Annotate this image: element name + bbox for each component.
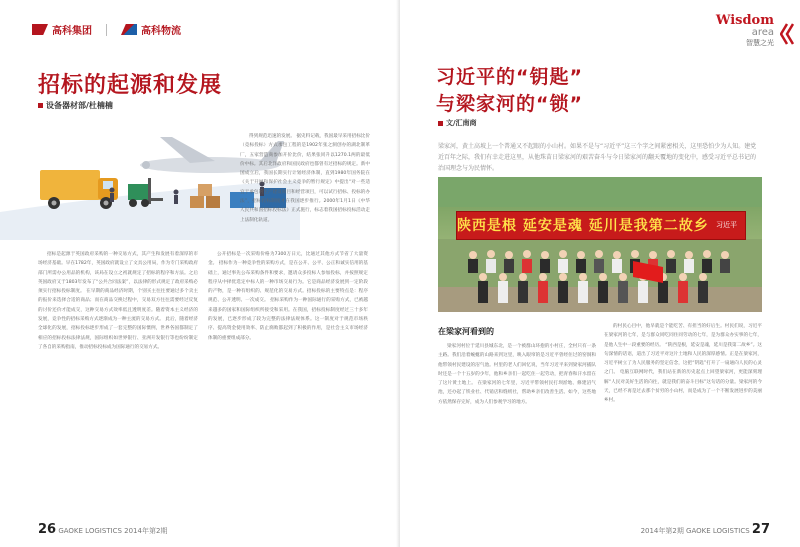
group-of-people	[463, 247, 733, 307]
text-column-left-b	[208, 250, 368, 520]
page-number-right: 27	[751, 522, 770, 537]
text-column-left-b-text: 公开招标是一次采购价格为7300万日元，比通过其他方式节省了大量资金。 招标作为一种竞争性的采购方式，是在公开、公平、公正和诚实信用的基础上，通过事先公布采购条件和要求，邀请众多投标人参加投标，并按照规定程序从中择优选定中标人的一种市场交易行为。它是商品经济发展到一定阶段的产物，是一种有组织的、规范化的交易方式。招标投标的主要特点是：程序规范、公开透明、一次成交。 招标采购作为一种国际通行的采购方式，已被越来越多的国家和国际组织所接受和采用。在我国，招标投标制度经过三十多年的发展，已逐步形成了较为完整的法律法规体系。这一制度对于规范市场秩序、提高资金使用效率、防止腐败都起到了积极的作用，是社会主义市场经济体制的重要组成部分。	[208, 252, 368, 341]
article-title-left: 招标的起源和发展	[38, 73, 223, 98]
section-title: Wisdom	[715, 13, 774, 28]
logo-gaoke-group	[32, 22, 92, 37]
logo-gaoke-logistics-text: 高科物流	[141, 26, 181, 37]
gaoke-logistics-logo-icon	[121, 24, 137, 35]
page-number-left: 26	[38, 522, 57, 537]
text-column-left-a-text: 招标是起源于英国政府采购的一种交易方式，其产生和发展有着深厚的市场经济基础。早在1782年，英国政府就设立了文具公用局，作为专门采购政府部门所需办公用品的机构，该局在设立之初就规定了招标的程序和方法。之后英国政府又于1803年发布了“公共合同法案”，以法律的形式规定了政府采购必须实行招标投标制度。 在早期的商品经济时期，个别买主往往要通过多个卖主的报价来选择合适的商品；而在商品交换过程中，交易双方往往需要经过反复的讨价还价才能成交，这种交易方式效率低且透明度差。随着资本主义经济的发展，竞争性的招标采购方式逐渐成为一种主流的交易方式。 此后，随着经济全球化的发展，招标投标逐步形成了一套完整的国际惯例，世界各国都制定了相应的招标投标法律法规，国际组织如世界银行、亚洲开发银行等也纷纷制定了各自的采购指南，推动招标投标成为国际通行的交易方式。	[38, 252, 198, 350]
section-title-cn: 智慧之光	[746, 39, 774, 47]
article-title-right	[436, 64, 583, 118]
folio-right	[641, 522, 770, 537]
banner-signature: 习近平	[716, 221, 737, 229]
byline-left-text: 设备器材部/杜楠楠	[46, 101, 113, 110]
running-footer-left: GAOKE LOGISTICS 2014年第2期	[58, 527, 168, 535]
section-subtitle: area	[751, 27, 774, 38]
text-column-right-a	[438, 342, 596, 522]
folio-left	[38, 522, 167, 537]
gaoke-group-logo-icon	[32, 24, 48, 35]
byline-right	[438, 118, 477, 128]
right-page	[400, 0, 800, 547]
article-title-right-line2: 与梁家河的“锁”	[436, 93, 583, 115]
byline-bullet-icon	[438, 121, 443, 126]
text-column-left-a	[38, 250, 198, 520]
publisher-logos	[32, 22, 181, 37]
red-flag-icon	[633, 261, 663, 283]
lead-paragraph: 梁家河，黄土高坡上一个普通又不起眼的小山村。如果不是与“习近平”这三个字之间紧密相关，这里恐怕少为人知。建党近百年之际，我们有幸走进这里，从他珠苗日梁家河的艰苦奋斗与今日梁家河的翻天覆地的变化中，感受习近平总书记的治国理念与为民情怀。	[438, 143, 757, 172]
group-photo	[438, 177, 762, 312]
section-header	[716, 14, 774, 48]
logo-divider	[106, 24, 107, 36]
text-column-right-a-text: 梁家河村位于延川县城东北，是一个被群山环抱的小村庄，全村只有一条主路。我们沿着蜿蜒的山路来到这里，映入眼帘的是习近平曾经住过的窑洞和他带领村民建设的沼气池。村里的老人们回忆说，当年习近平来到梁家河插队时还是一个十五岁的少年，他和乡亲们一起吃住一起劳动，把青春和汗水留在了这片黄土地上。 在梁家河的七年里，习近平带领村民打坝淤地、修建沼气池，还办起了铁业社、代销店和缝纫社，帮助乡亲们改善生活。如今，这些地方依然保存完好，成为人们参观学习的地方。	[438, 344, 596, 405]
red-banner	[456, 211, 746, 240]
section-subhead: 在梁家河看到的	[438, 327, 494, 336]
logo-gaoke-logistics	[121, 22, 181, 37]
chevron-left-icon	[780, 22, 794, 46]
running-footer-right: 2014年第2期 GAOKE LOGISTICS	[640, 527, 750, 535]
text-column-right-b	[604, 322, 762, 522]
byline-left	[38, 100, 113, 111]
banner-slogan: 陕西是根 延安是魂 延川是我第二故乡	[457, 218, 709, 234]
byline-right-text: 文/汇南商	[446, 119, 477, 127]
text-column-right-b-text: 的村民心目中，他早就是个能吃苦、有担当的好后生。村民们说，习近平在梁家河的七年，是与群众同吃同住同劳动的七年，是为群众办实事的七年，是他人生中一段重要的经历。 “陕西是根，延安是魂，延川是我第二故乡”。这句深情的话语，道出了习近平对这片土地和人民的深厚感情。正是在梁家河，习近平树立了为人民服务的坚定信念，这把“钥匙”打开了一扇通向人民的心灵之门。 电脑互联网时代，我们站在新的历史起点上回望梁家河，更能深刻理解“人民对美好生活的向往，就是我们的奋斗目标”这句话的分量。梁家河的今天，已经不再是过去那个贫穷的小山村，而是成为了一个不断发展进步的美丽乡村。	[604, 324, 762, 404]
article-title-right-line1: 习近平的“钥匙”	[436, 66, 583, 88]
byline-bullet-icon	[38, 103, 43, 108]
text-column-left-top	[240, 132, 370, 250]
logo-gaoke-group-text: 高科集团	[52, 26, 92, 37]
text-column-left-top-text: 得到规范迅速的发展。 据史料记载，我国最早采用招标比价（竞标投标）方式承包工程的是1902年张之洞创办的湖北制革厂，五家营造商参加开价比价，结果张同升以1270.1两的最低价中标。其后北洋政府和国民政府也都曾有过招标的规定。新中国成立后，我国长期实行计划经济体制，直到1980年国务院在《关于开展和保护社会主义竞争的暂行规定》中提出“对一些适宜于承包的生产建设项目和经营项目，可以试行招标、投标的办法”，招标投标制度才在我国逐步推行。2000年1月1日《中华人民共和国招标投标法》正式施行，标志着我国招标投标活动走上法制化轨道。	[240, 134, 370, 223]
